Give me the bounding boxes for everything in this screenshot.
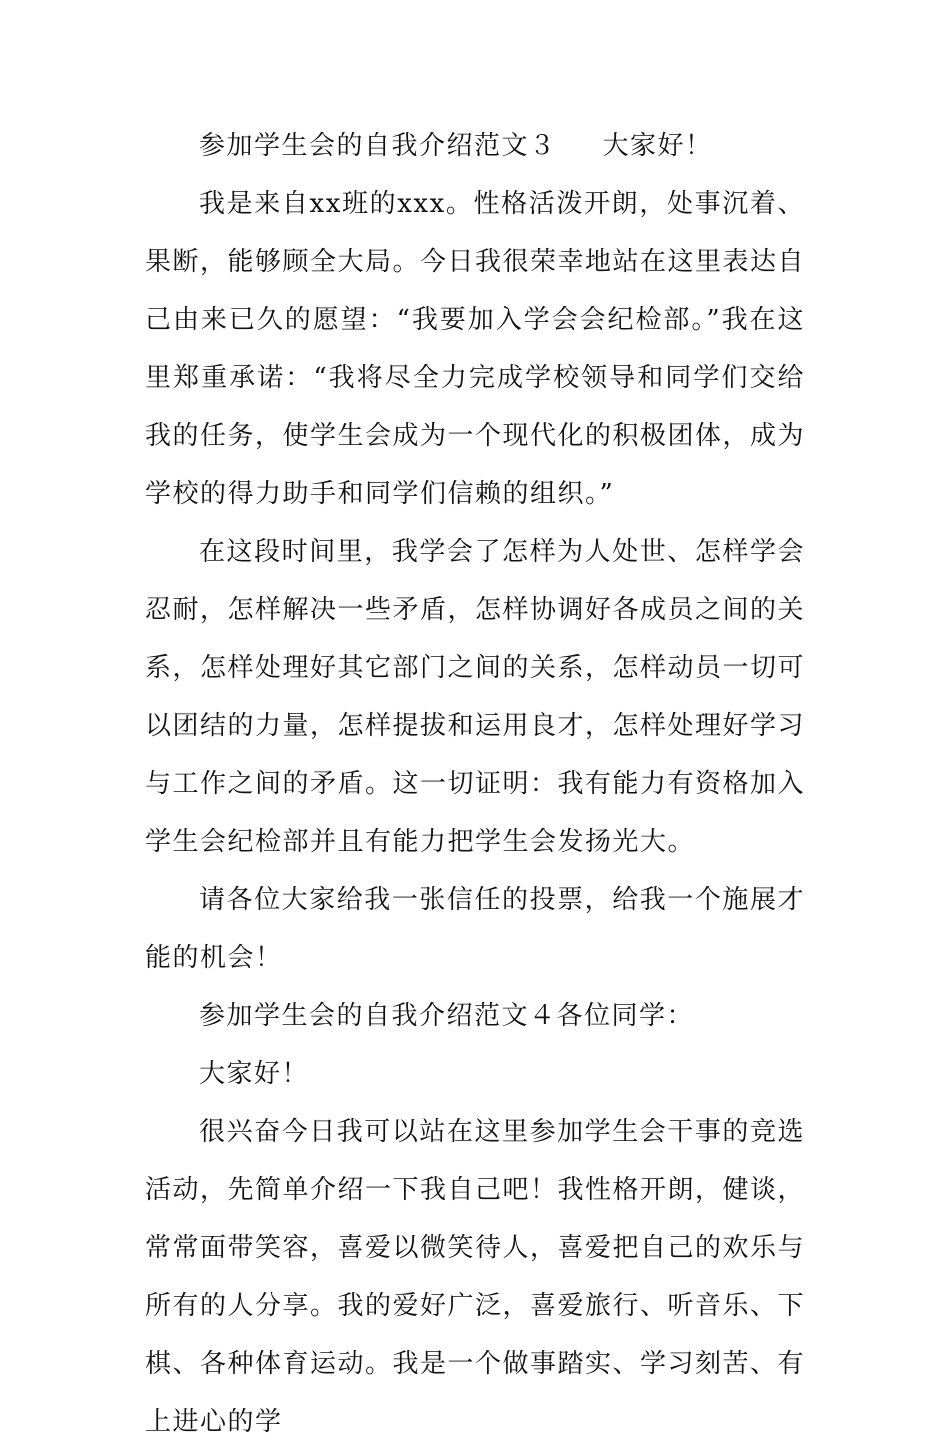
document-body	[145, 117, 805, 1451]
paragraph-experience: 在这段时间里，我学会了怎样为人处世、怎样学会忍耐，怎样解决一些矛盾，怎样协调好各成员之间的关系，怎样处理好其它部门之间的关系，怎样动员一切可以团结的力量，怎样提拔和运用良才，怎样处理好学习与工作之间的矛盾。这一切证明：我有能力有资格加入学生会纪检部并且有能力把学生会发扬光大。	[145, 537, 806, 857]
paragraph-self-intro: 很兴奋今日我可以站在这里参加学生会干事的竞选活动，先简单介绍一下我自己吧！我性格开朗，健谈，常常面带笑容，喜爱以微笑待人，喜爱把自己的欢乐与所有的人分享。我的爱好广泛，喜爱旅行、听音乐、下棋、各种体育运动。我是一个做事踏实、学习刻苦、有上进心的学	[145, 1117, 806, 1437]
heading-line	[145, 117, 805, 175]
greeting: 大家好！	[602, 131, 713, 161]
paragraph-greeting: 大家好！	[199, 1059, 310, 1089]
essay-title: 参加学生会的自我介绍范文３	[199, 131, 557, 161]
paragraph-title-4: 参加学生会的自我介绍范文４各位同学：	[199, 1001, 695, 1031]
paragraph-intro: 我是来自xx班的xxx。性格活泼开朗，处事沉着、果断，能够顾全大局。今日我很荣幸地站在这里表达自己由来已久的愿望：“我要加入学会会纪检部。”我在这里郑重承诺：“我将尽全力完成学校领导和同学们交给我的任务，使学生会成为一个现代化的积极团体，成为学校的得力助手和同学们信赖的组织。”	[145, 189, 806, 509]
paragraph-request: 请各位大家给我一张信任的投票，给我一个施展才能的机会！	[145, 885, 805, 973]
